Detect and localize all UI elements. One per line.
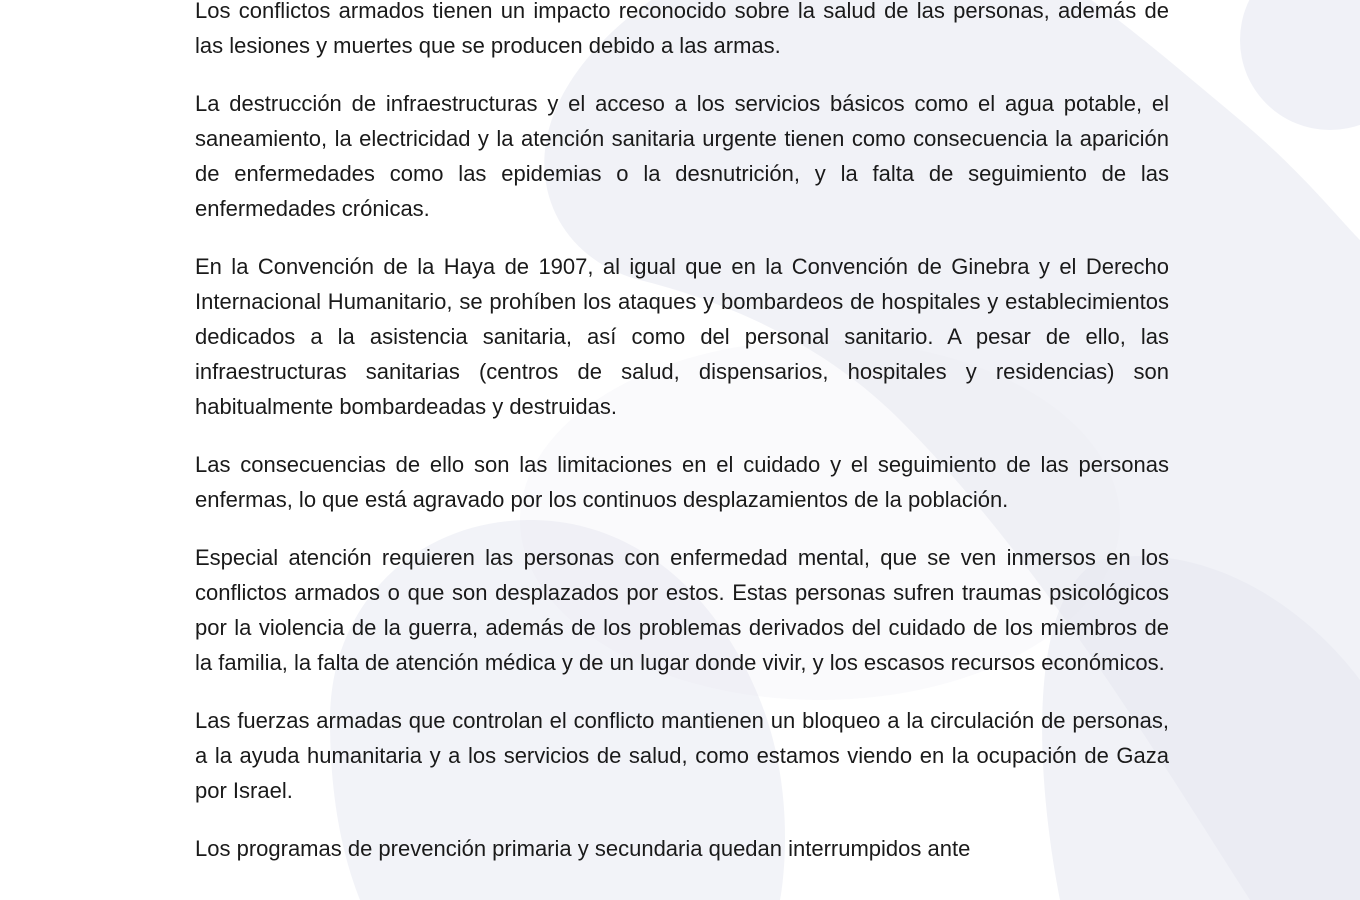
paragraph-impact: Los conflictos armados tienen un impacto reconocido sobre la salud de las personas, además de las lesiones y muertes que se producen debido a las armas. bbox=[195, 0, 1169, 58]
paragraph-hague-convention: En la Convención de la Haya de 1907, al igual que en la Convención de Ginebra y el Derecho Internacional Humanitario, se prohíben los ataques y bombardeos de hospitales y establecimientos dedicados a la asistencia sanitaria, así como del personal sanitario. A pesar de ello, las infraestructuras sanitarias (centros de salud, dispensarios, hospitales y residencias) son habitualmente bombardeadas y destruidas. bbox=[195, 254, 1169, 419]
paragraph-armed-forces: Las fuerzas armadas que controlan el conflicto mantienen un bloqueo a la circulación de personas, a la ayuda humanitaria y a los servicios de salud, como estamos viendo en la ocupación de Gaza por Israel. bbox=[195, 708, 1169, 803]
paragraph-infrastructure: La destrucción de infraestructuras y el acceso a los servicios básicos como el agua potable, el saneamiento, la electricidad y la atención sanitaria urgente tienen como consecuencia la aparición de enfermedades como las epidemias o la desnutrición, y la falta de seguimiento de las enfermedades crónicas. bbox=[195, 91, 1169, 221]
document-body bbox=[195, 0, 1169, 889]
paragraph-mental-health: Especial atención requieren las personas con enfermedad mental, que se ven inmersos en los conflictos armados o que son desplazados por estos. Estas personas sufren traumas psicológicos por la violencia de la guerra, además de los problemas derivados del cuidado de los miembros de la familia, la falta de atención médica y de un lugar donde vivir, y los escasos recursos económicos. bbox=[195, 545, 1169, 675]
paragraph-consequences: Las consecuencias de ello son las limitaciones en el cuidado y el seguimiento de las personas enfermas, lo que está agravado por los continuos desplazamientos de la población. bbox=[195, 452, 1169, 512]
paragraph-prevention-programs: Los programas de prevención primaria y secundaria quedan interrumpidos ante bbox=[195, 836, 971, 861]
